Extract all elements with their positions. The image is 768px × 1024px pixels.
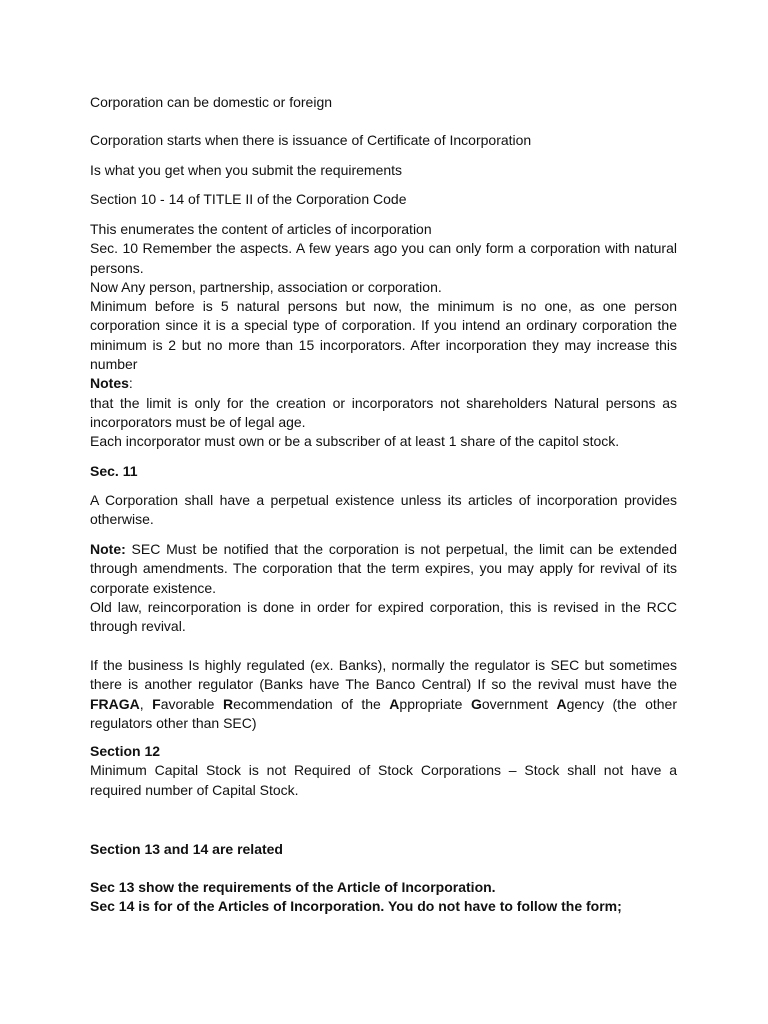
section-12-block	[90, 742, 677, 800]
sec11-note-block	[90, 540, 677, 636]
sec12-capital-stock-paragraph: Minimum Capital Stock is not Required of Stock Corporations – Stock shall not have a required number of Capital Stock.	[90, 762, 677, 798]
notes-limit-line: that the limit is only for the creation or incorporators not shareholders Natural persons as incorporators must be of legal age.	[90, 394, 677, 430]
sec11-perpetual-paragraph: A Corporation shall have a perpetual existence unless its articles of incorporation provides otherwise.	[90, 492, 677, 528]
articles-content-line: This enumerates the content of articles of incorporation	[90, 221, 432, 237]
regulated-text-6: overnment	[481, 695, 557, 712]
regulated-text-4: ecommendation of the	[233, 695, 390, 712]
notes-colon: :	[128, 375, 133, 392]
notes-heading	[90, 374, 677, 393]
fraga-letter-r: R	[222, 695, 234, 712]
regulated-text-2: ,	[139, 695, 153, 712]
sec10-aspects-line: Sec. 10 Remember the aspects. A few years ago you can only form a corporation with natural persons.	[90, 240, 677, 276]
fraga-letter-a-agency: A	[556, 695, 567, 712]
old-law-paragraph: Old law, reincorporation is done in order for expired corporation, this is revised in the RCC through revival.	[90, 598, 677, 635]
note-label: Note:	[90, 541, 126, 557]
sec13-14-block	[90, 878, 677, 917]
sec14-line: Sec 14 is for of the Articles of Incorporation. You do not have to follow the form;	[90, 898, 622, 915]
regulated-text-7: gency (the other regulators other than SEC)	[90, 695, 678, 731]
notes-share-line: Each incorporator must own or be a subscriber of at least 1 share of the capitol stock.	[90, 433, 620, 450]
fraga-letter-a: A	[389, 695, 400, 712]
paragraph-certificate: Corporation starts when there is issuance of Certificate of Incorporation	[90, 132, 532, 148]
paragraph-title-ii: Section 10 - 14 of TITLE II of the Corporation Code	[90, 191, 407, 207]
regulated-text-3: avorable	[160, 695, 223, 712]
regulated-text-5: ppropriate	[399, 695, 471, 712]
regulated-text-1: If the business Is highly regulated (ex. Banks), normally the regulator is SEC but sometimes there is another regulator (Banks have The Banco Central) If so the revival must have the	[90, 657, 677, 693]
fraga-letter-f: F	[152, 695, 161, 712]
any-person-line: Now Any person, partnership, association or corporation.	[90, 278, 442, 295]
regulated-business-paragraph	[90, 656, 677, 733]
fraga-letter-g: G	[470, 695, 482, 712]
sec11-note-paragraph	[90, 540, 677, 598]
paragraph-requirements: Is what you get when you submit the requirements	[90, 162, 403, 178]
sec11-heading: Sec. 11	[90, 463, 138, 479]
note-body: SEC Must be notified that the corporation is not perpetual, the limit can be extended through amendments. The corporation that the term expires, you may apply for revival of its corporate existence.	[90, 541, 677, 596]
fraga-acronym: FRAGA	[90, 695, 140, 712]
notes-label: Notes	[90, 375, 129, 392]
section-10-block	[90, 220, 677, 452]
paragraph-domestic-foreign: Corporation can be domestic or foreign	[90, 94, 333, 110]
sec12-heading: Section 12	[90, 743, 161, 759]
minimum-persons-paragraph: Minimum before is 5 natural persons but now, the minimum is no one, as one person corporation since it is a special type of corporation. If you intend an ordinary corporation the minimum is 2 but no more than 15 incorporators. After incorporation they may increase this number	[90, 298, 677, 373]
sec13-14-heading: Section 13 and 14 are related	[90, 841, 283, 857]
sec13-line: Sec 13 show the requirements of the Article of Incorporation.	[90, 879, 496, 895]
